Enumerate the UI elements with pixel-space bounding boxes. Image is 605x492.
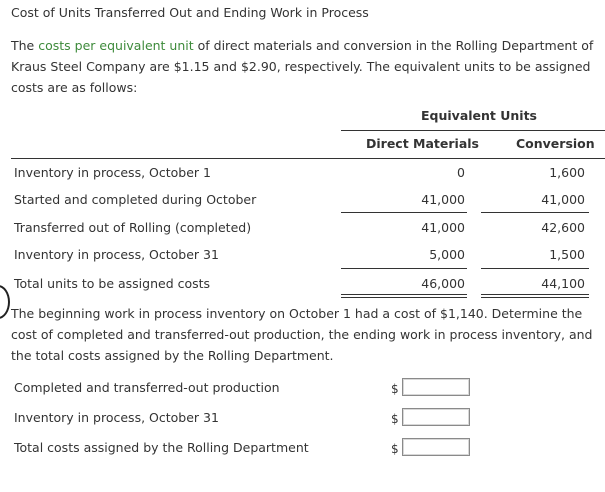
table-cell-conversion: 42,600 [541, 220, 585, 235]
table-cell-dm: 41,000 [421, 220, 465, 235]
circle-mark [0, 285, 10, 319]
header-group-rule [341, 130, 605, 131]
table-cell-dm: 5,000 [429, 247, 465, 262]
total-costs-assigned-input[interactable] [402, 438, 470, 456]
double-rule-dm [341, 294, 467, 298]
header-bottom-rule [11, 158, 605, 159]
dollar-sign: $ [391, 382, 399, 396]
table-cell-conversion: 1,500 [549, 247, 585, 262]
table-row-label: Inventory in process, October 1 [14, 165, 211, 180]
page-title: Cost of Units Transferred Out and Ending Work in Process [11, 5, 369, 20]
table-cell-dm: 41,000 [421, 192, 465, 207]
intro-text-post: of direct materials and conversion in the Rolling Department of Kraus Steel Company are $1.15 and $2.90, respectively. The equivalent units to be assigned costs are as follows: [11, 38, 594, 95]
intro-text-pre: The [11, 38, 39, 53]
total-rule-conversion [481, 268, 589, 269]
table-cell-dm: 0 [457, 165, 465, 180]
dollar-sign: $ [391, 442, 399, 456]
double-rule-conversion [481, 294, 589, 298]
table-row-label: Transferred out of Rolling (completed) [14, 220, 252, 235]
answer-label: Completed and transferred-out production [14, 380, 280, 395]
completed-transferred-out-input[interactable] [402, 378, 470, 396]
table-row-label: Inventory in process, October 31 [14, 247, 219, 262]
costs-per-equivalent-unit-link[interactable]: costs per equivalent unit [38, 38, 194, 53]
answer-label: Total costs assigned by the Rolling Department [14, 440, 309, 455]
table-cell-conversion: 44,100 [541, 276, 585, 291]
question-paragraph: The beginning work in process inventory on October 1 had a cost of $1,140. Determine the cost of completed and transferred-out production, the ending work in process inventory, and the total costs assigned by the Rolling Department. [11, 306, 593, 363]
answer-label: Inventory in process, October 31 [14, 410, 219, 425]
subtotal-rule-dm [341, 212, 467, 213]
conversion-header: Conversion [516, 136, 595, 151]
inventory-october-31-input[interactable] [402, 408, 470, 426]
table-cell-dm: 46,000 [421, 276, 465, 291]
table-cell-conversion: 1,600 [549, 165, 585, 180]
intro-paragraph [11, 35, 599, 98]
total-rule-dm [341, 268, 467, 269]
subtotal-rule-conversion [481, 212, 589, 213]
direct-materials-header: Direct Materials [366, 136, 479, 151]
table-row-label: Total units to be assigned costs [14, 276, 211, 291]
table-cell-conversion: 41,000 [541, 192, 585, 207]
table-row-label: Started and completed during October [14, 192, 257, 207]
equivalent-units-header: Equivalent Units [421, 108, 537, 123]
dollar-sign: $ [391, 412, 399, 426]
